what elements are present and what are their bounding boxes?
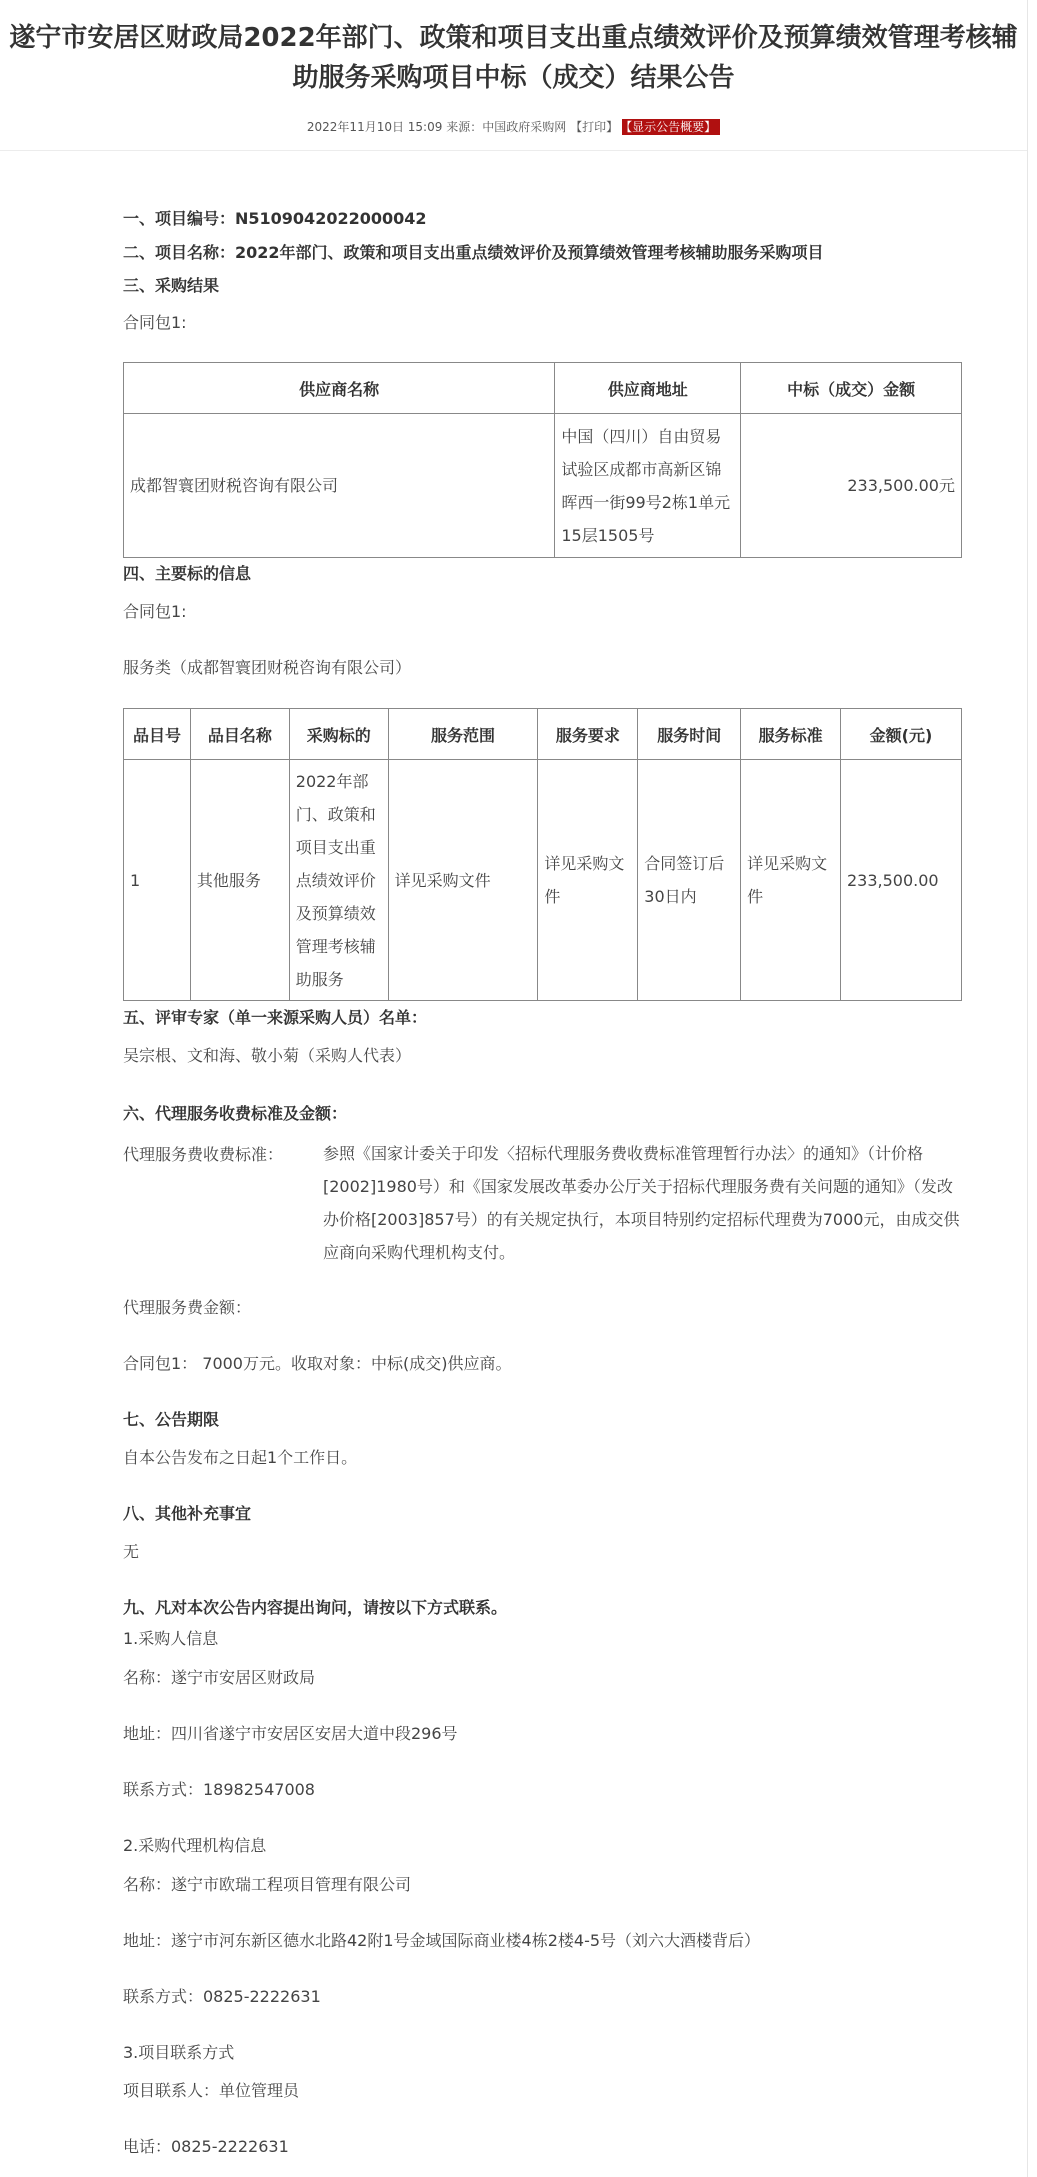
table-header: 采购标的 — [289, 709, 388, 760]
package-label: 合同包1: — [123, 313, 187, 332]
buyer-name: 名称：遂宁市安居区财政局 — [123, 1668, 316, 1687]
supplier-name: 成都智寰团财税咨询有限公司 — [124, 414, 555, 558]
agency-name: 名称：遂宁市欧瑞工程项目管理有限公司 — [123, 1875, 412, 1894]
table-header: 供应商地址 — [555, 363, 741, 414]
fee-amount: 合同包1： 7000万元。收取对象：中标(成交)供应商。 — [123, 1354, 512, 1373]
table-header: 金额(元) — [841, 709, 962, 760]
table-header: 供应商名称 — [124, 363, 555, 414]
meta-line — [0, 118, 1027, 136]
project-contact-person: 项目联系人：单位管理员 — [123, 2081, 300, 2100]
project-contact-heading: 3.项目联系方式 — [123, 2043, 235, 2062]
agency-address: 地址：遂宁市河东新区德水北路42附1号金域国际商业楼4栋2楼4-5号（刘六大酒楼背后） — [123, 1931, 761, 1950]
fee-standard-text: 参照《国家计委关于印发〈招标代理服务费收费标准管理暂行办法〉的通知》（计价格[2002]1980号）和《国家发展改革委办公厅关于招标代理服务费有关问题的通知》（发改办价格[2003]857号）的有关规定执行，本项目特别约定招标代理费为7000元，由成交供应商向采购代理机构支付。 — [323, 1144, 960, 1262]
section-other: 八、其他补充事宜 — [123, 1504, 252, 1523]
table-row — [124, 760, 962, 1001]
table-header: 品目号 — [124, 709, 191, 760]
fee-standard-label: 代理服务费收费标准： — [123, 1145, 284, 1164]
section-project-number: 一、项目编号：N5109042022000042 — [123, 209, 427, 228]
section-experts: 五、评审专家（单一来源采购人员）名单： — [123, 1008, 428, 1027]
project-contact-phone: 电话：0825-2222631 — [123, 2137, 289, 2156]
section-project-name: 二、项目名称：2022年部门、政策和项目支出重点绩效评价及预算绩效管理考核辅助服务采购项目 — [123, 243, 824, 262]
item-amount: 233,500.00 — [841, 760, 962, 1001]
source-label: 来源： — [446, 120, 483, 134]
service-type: 服务类（成都智寰团财税咨询有限公司） — [123, 658, 412, 677]
table-header: 服务要求 — [538, 709, 638, 760]
agency-heading: 2.采购代理机构信息 — [123, 1836, 267, 1855]
service-time: 合同签订后30日内 — [638, 760, 741, 1001]
table-row — [124, 414, 962, 558]
item-name: 其他服务 — [190, 760, 289, 1001]
show-summary-button[interactable]: 【显示公告概要】 — [622, 119, 720, 135]
page-title: 遂宁市安居区财政局2022年部门、政策和项目支出重点绩效评价及预算绩效管理考核辅助服务采购项目中标（成交）结果公告 — [9, 23, 1018, 93]
table-header-row — [124, 709, 962, 760]
item-number: 1 — [124, 760, 191, 1001]
section-notice-period: 七、公告期限 — [123, 1410, 220, 1429]
item-subject: 2022年部门、政策和项目支出重点绩效评价及预算绩效管理考核辅助服务 — [289, 760, 388, 1001]
package-label: 合同包1: — [123, 602, 187, 621]
section-main-subject: 四、主要标的信息 — [123, 564, 252, 583]
table-header: 服务范围 — [388, 709, 538, 760]
table-header: 服务时间 — [638, 709, 741, 760]
source-link[interactable]: 中国政府采购网 — [482, 120, 567, 134]
experts-list: 吴宗根、文和海、敬小菊（采购人代表） — [123, 1046, 412, 1065]
section-contact: 九、凡对本次公告内容提出询问，请按以下方式联系。 — [123, 1598, 508, 1617]
other-matters: 无 — [123, 1542, 140, 1561]
agency-phone: 联系方式：0825-2222631 — [123, 1987, 321, 2006]
print-button[interactable]: 【打印】 — [570, 120, 619, 134]
subject-table — [123, 708, 962, 1001]
publish-date: 2022年11月10日 15:09 — [306, 120, 443, 134]
table-header-row — [124, 363, 962, 414]
fee-amount-label: 代理服务费金额： — [123, 1298, 252, 1317]
buyer-heading: 1.采购人信息 — [123, 1629, 219, 1648]
table-header: 服务标准 — [741, 709, 841, 760]
table-header: 品目名称 — [190, 709, 289, 760]
buyer-phone: 联系方式：18982547008 — [123, 1780, 315, 1799]
service-standard: 详见采购文件 — [741, 760, 841, 1001]
buyer-address: 地址：四川省遂宁市安居区安居大道中段296号 — [123, 1724, 458, 1743]
supplier-table — [123, 362, 962, 558]
notice-period: 自本公告发布之日起1个工作日。 — [123, 1448, 358, 1467]
supplier-address: 中国（四川）自由贸易试验区成都市高新区锦晖西一街99号2栋1单元15层1505号 — [555, 414, 741, 558]
award-amount: 233,500.00元 — [741, 414, 962, 558]
service-requirement: 详见采购文件 — [538, 760, 638, 1001]
service-scope: 详见采购文件 — [388, 760, 538, 1001]
section-agency-fee: 六、代理服务收费标准及金额： — [123, 1104, 348, 1123]
table-header: 中标（成交）金额 — [741, 363, 962, 414]
divider — [0, 150, 1027, 151]
section-procurement-result: 三、采购结果 — [123, 276, 220, 295]
